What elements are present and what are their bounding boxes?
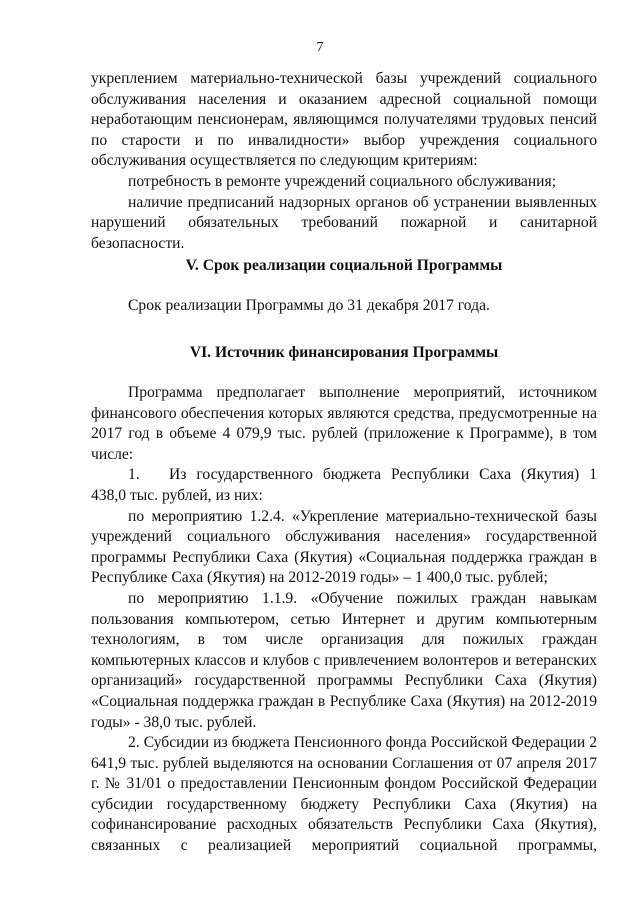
funding-intro: Программа предполагает выполнение мероприятий, источником финансового обеспечения которых являются средства, предусмотренные на 2017 год в объеме 4 079,9 тыс. рублей (приложение к Программе), в том числе: xyxy=(91,384,597,463)
section-5-text: Срок реализации Программы до 31 декабря 2017 года. xyxy=(128,297,490,314)
funding-item-2: 2. Субсидии из бюджета Пенсионного фонда Российской Федерации 2 641,9 тыс. рублей выделяются на основании Соглашения от 07 апреля 2017 г. № 31/01 о предоставлении Пенсионным фондом Российской Федерации субсидии государственному бюджету Республики Саха (Якутия) на софинансирование расходных обязательств Республики Саха (Якутия), связанных с реализацией мероприятий социальной программы, xyxy=(91,734,597,855)
funding-item-1-sub-2: по мероприятию 1.1.9. «Обучение пожилых граждан навыкам пользования компьютером, сетью Интернет и другим компьютерным технологиям, в том числе организация для пожилых граждан компьютерных классов и клубов с привлечением волонтеров и ветеранских организаций» государственной программы Республики Саха (Якутия) «Социальная поддержка граждан в Республике Саха (Якутия) на 2012-2019 годы» - 38,0 тыс. рублей. xyxy=(91,589,597,731)
criterion-repair: потребность в ремонте учреждений социального обслуживания; xyxy=(128,172,557,190)
criterion-inspections: наличие предписаний надзорных органов об устранении выявленных нарушений обязательных требований пожарной и санитарной безопасности. xyxy=(91,193,597,252)
funding-item-1-text: Из государственного бюджета Республики Саха (Якутия) 1 438,0 тыс. рублей, из них: xyxy=(91,466,597,504)
funding-item-1-sub-1: по мероприятию 1.2.4. «Укрепление материально-технической базы учреждений социального обслуживания населения» государственной программы Республики Саха (Якутия) «Социальная поддержка граждан в Республике Саха (Якутия) на 2012-2019 годы» – 1 400,0 тыс. рублей; xyxy=(91,507,597,587)
intro-paragraph: укреплением материально-технической базы учреждений социального обслуживания населения и оказанием адресной социальной помощи неработающим пенсионерам, являющимся получателями трудовых пенсий по старости и по инвалидности» выбор учреждения социального обслуживания осуществляется по следующим критериям: xyxy=(91,70,597,170)
funding-item-1-number: 1. xyxy=(128,466,140,484)
intro-section xyxy=(91,69,597,254)
section-6-heading: VI. Источник финансирования Программы xyxy=(189,344,499,361)
page-number: 7 xyxy=(316,40,324,55)
section-5-heading: V. Срок реализации социальной Программы xyxy=(185,257,503,274)
section-5-body xyxy=(91,296,597,317)
funding-item-1 xyxy=(91,465,597,506)
section-6-body xyxy=(91,383,597,857)
